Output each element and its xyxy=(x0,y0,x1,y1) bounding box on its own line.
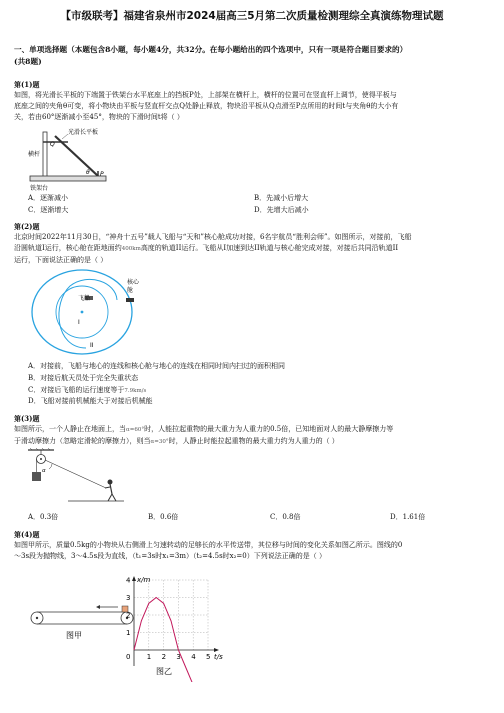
alpha-label: α xyxy=(42,468,46,474)
x-tick-label: 3 xyxy=(176,653,181,661)
q3-option-b[interactable]: B．0.6倍 xyxy=(148,513,179,521)
q3-header: 第(3)题 xyxy=(14,414,40,423)
q3-stem xyxy=(14,424,494,448)
q1-line1: 如图，将光滑长平板的下端置于铁架台水平底座上的挡板P处，上部架在横杆上，横杆的位置可在竖直杆上调节，使得平板与 xyxy=(14,91,397,99)
xt-chart xyxy=(118,570,228,682)
person-body xyxy=(110,484,112,494)
q3-figure xyxy=(28,448,124,506)
fig-a-label: 图甲 xyxy=(66,631,82,640)
plate-label: 光滑长平板 xyxy=(68,129,99,136)
q1-option-a[interactable]: A．逐渐减小 xyxy=(28,194,69,202)
weight-block xyxy=(32,472,41,481)
q2-line1: 北京时间2022年11月30日，“神舟十五号”载人飞船与“天和”核心舱成功对接，6名宇航员“胜利会师”。如图所示，对接前，飞船 xyxy=(14,233,412,241)
y-axis-arrow xyxy=(132,576,136,581)
ship-label: 飞船 xyxy=(78,295,91,302)
page-title: 【市级联考】福建省泉州市2024届高三5月第二次质量检测理综全真演练物理试题 xyxy=(60,10,444,22)
q3-alpha-30: α=30° xyxy=(150,439,169,445)
q2-line2 xyxy=(14,243,494,255)
p-label: P xyxy=(100,171,104,178)
x-tick-label: 4 xyxy=(191,653,196,661)
q3-option-a[interactable]: A．0.3倍 xyxy=(28,513,59,521)
q3-line2-a: 于滑动摩擦力（忽略定滑轮的摩擦力），则当 xyxy=(14,437,151,445)
q2-option-d[interactable]: D．飞船对接前机械能大于对接后机械能 xyxy=(28,397,153,405)
q3-line2-b: 时，人静止时能拉起重物的最大重力约为人重力的（ ） xyxy=(168,437,339,445)
smooth-plate xyxy=(55,136,98,176)
core-module-icon xyxy=(126,298,134,302)
q1-option-c[interactable]: C．逐渐增大 xyxy=(28,206,69,214)
q2-option-b[interactable]: B．对接后航天员处于完全失重状态 xyxy=(28,374,139,382)
q3-line1 xyxy=(14,424,494,436)
q2-option-a[interactable]: A．对接前，飞船与地心的连线和核心舱与地心的连线在相同时间内扫过的面积相同 xyxy=(28,362,286,370)
q1-line2: 底座之间的夹角θ可变，将小物块由平板与竖直杆交点Q处静止释放，物块沿平板从Q点滑至P点所用的时间t与夹角θ的大小有 xyxy=(14,102,399,110)
vertical-rod xyxy=(43,132,47,178)
y-tick-label: 3 xyxy=(126,594,131,602)
x-axis-label: t/s xyxy=(214,653,223,661)
q1-option-d[interactable]: D．先增大后减小 xyxy=(254,206,309,214)
q3-line1-b: 时，人能拉起重物的最大重力为人重力的0.5倍，已知地面对人的最大静摩擦力等 xyxy=(144,425,394,433)
section-heading-line2: (共8题) xyxy=(14,57,42,66)
q4-line1: 如图甲所示，质量0.5kg的小物块从右侧滑上匀速转动的足够长的水平传送带，其位移与时间的变化关系如图乙所示。图线的0 xyxy=(14,541,403,549)
core-label-2: 舱 xyxy=(127,287,134,294)
q2-option-c-value: 7.9km/s xyxy=(124,388,147,394)
q1-figure xyxy=(28,126,140,194)
q2-height: 400km xyxy=(121,246,141,252)
q1-header: 第(1)题 xyxy=(14,80,40,89)
orbit-i-label: I xyxy=(78,319,80,326)
q2-line2-b: 高度的轨道II运行。飞船从I加速到达II轨道与核心舱完成对接，对接后共同沿轨道II xyxy=(140,244,399,252)
q1-stem xyxy=(14,90,494,123)
y-tick-label: 4 xyxy=(126,576,131,585)
stand-label: 铁架台 xyxy=(30,185,49,192)
q3-option-c[interactable]: C．0.8倍 xyxy=(270,513,301,521)
origin-label: 0 xyxy=(126,653,131,661)
q3-line2 xyxy=(14,436,494,448)
q1-option-b[interactable]: B．先减小后增大 xyxy=(254,194,309,202)
core-label-1: 核心 xyxy=(127,279,140,286)
rope-slanted xyxy=(45,460,106,488)
q1-line3: 关，若由60°逐渐减小至45°，物块的下滑时间t将（ ） xyxy=(14,113,184,121)
x-axis-arrow xyxy=(214,648,219,652)
y-axis-label: x/m xyxy=(137,576,151,584)
x-tick-label: 1 xyxy=(146,653,152,661)
x-tick-label: 5 xyxy=(206,653,211,661)
y-tick-label: 2 xyxy=(126,611,131,620)
q3-alpha-60: α=60° xyxy=(126,427,145,433)
fig-b-label: 图乙 xyxy=(156,667,172,676)
base xyxy=(30,176,106,181)
q2-stem xyxy=(14,232,494,266)
rod-label: 横杆 xyxy=(28,151,41,158)
q2-orbit-figure xyxy=(30,268,150,356)
person-head xyxy=(108,480,113,485)
orbit-ii-label: II xyxy=(90,342,94,349)
section-heading-line1: 一、单项选择题（本题包含8小题，每小题4分，共32分。在每小题给出的四个选项中，只有一项是符合题目要求的） xyxy=(14,45,408,54)
section-heading xyxy=(14,44,494,68)
q3-option-d[interactable]: D．1.61倍 xyxy=(390,513,426,521)
q4-stem xyxy=(14,540,494,562)
y-tick-label: 1 xyxy=(126,629,131,637)
q4-line2: ～3s段为抛物线，3～4.5s段为直线，（t₁=3s时x₁=3m）（t₂=4.5s时x₂=0）下列说法正确的是（ ） xyxy=(14,552,326,560)
q2-line2-a: 沿圆轨道I运行，核心舱在距地面约 xyxy=(14,244,122,252)
q2-option-c[interactable] xyxy=(28,385,146,395)
x-tick-label: 2 xyxy=(161,653,167,661)
earth-center xyxy=(81,311,84,314)
q4-header: 第(4)题 xyxy=(14,530,40,539)
q2-line3: 运行，下面说法正确的是（ ） xyxy=(14,256,108,264)
q2-option-c-text: C．对接后飞船的运行速度等于 xyxy=(28,386,125,394)
q3-line1-a: 如图所示，一个人静止在地面上，当 xyxy=(14,425,126,433)
q-label: Q xyxy=(50,141,55,148)
q2-header: 第(2)题 xyxy=(14,222,40,231)
theta-label: θ xyxy=(86,169,90,176)
